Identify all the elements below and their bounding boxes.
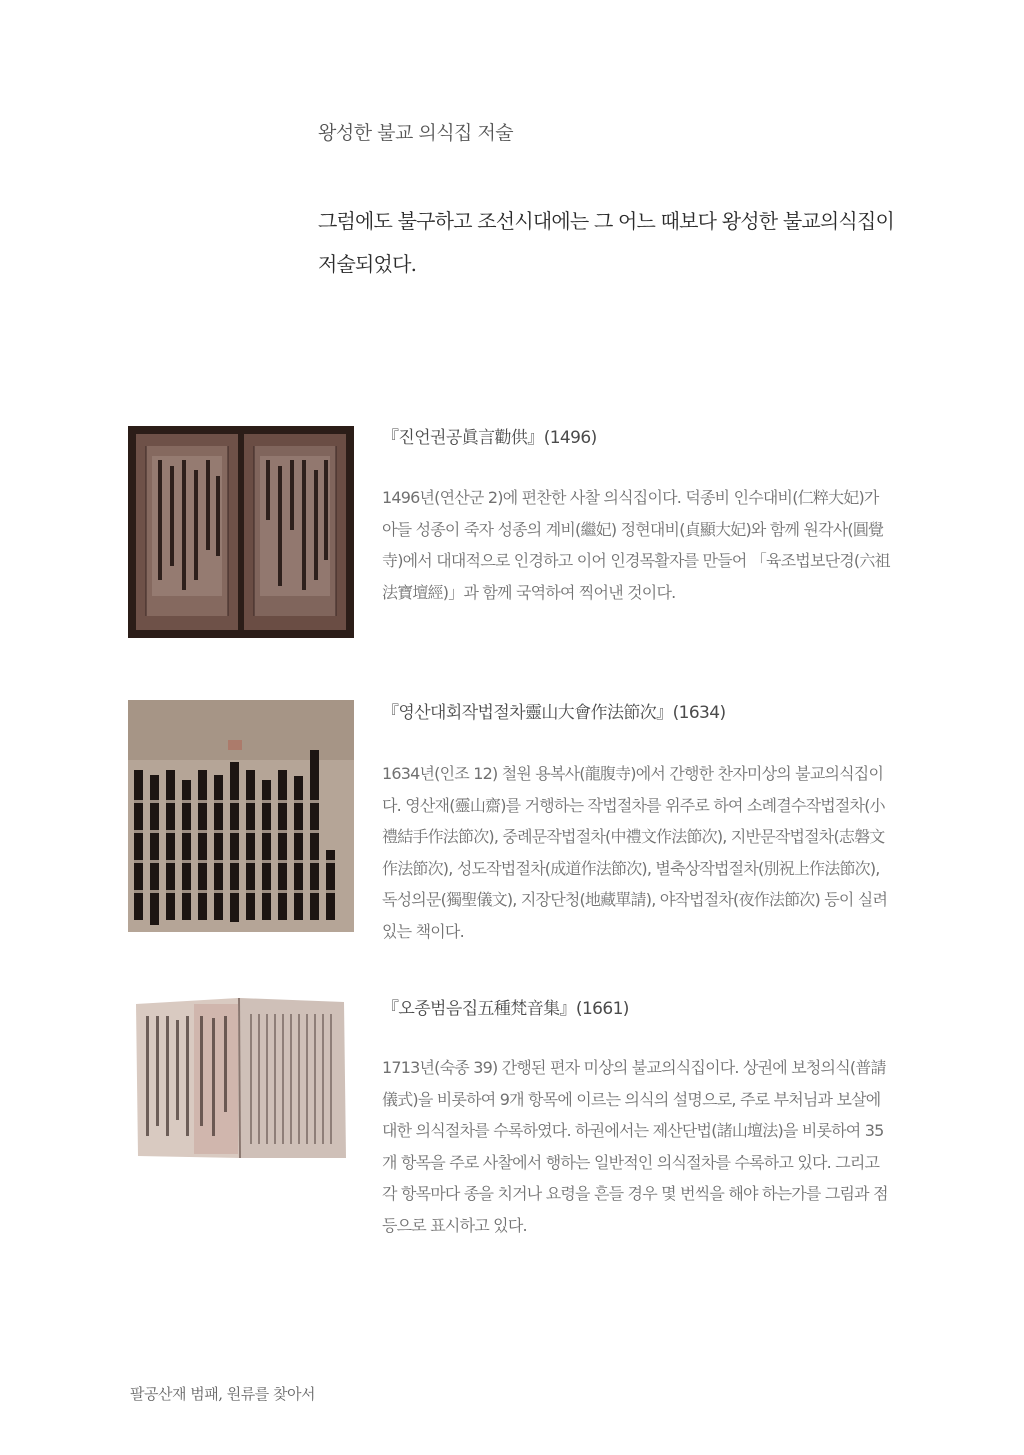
entry-title-2: 『영산대회작법절차靈山大會作法節次』(1634) bbox=[382, 703, 726, 723]
page-footer: 팔공산재 범패, 원류를 찾아서 bbox=[130, 1385, 315, 1403]
entry-body-3: 1713년(숙종 39) 간행된 편자 미상의 불교의식집이다. 상권에 보청의식(普請儀式)을 비롯하여 9개 항목에 이르는 의식의 설명으로, 주로 부처님과 보살에 대한 의식절차를 수록하였다. 하권에서는 제산단법(諸山壇法)을 비롯하여 35개 항목을 주로 사찰에서 행하는 일반적인 의식절차를 수록하고 있다. 그리고 각 항목마다 종을 치거나 요령을 흔들 경우 몇 번씩을 해야 하는가를 그림과 점 등으로 표시하고 있다. bbox=[382, 1058, 888, 1235]
book-photo-ojong-beomeumjip bbox=[134, 996, 348, 1162]
entry-title-1: 『진언권공眞言勸供』(1496) bbox=[382, 428, 597, 448]
entry-body-1: 1496년(연산군 2)에 편찬한 사찰 의식집이다. 덕종비 인수대비(仁粹大妃)가 아들 성종이 죽자 성종의 계비(繼妃) 정현대비(貞顯大妃)와 함께 원각사(圓覺寺)에서 대대적으로 인경하고 이어 인경목활자를 만들어 「육조법보단경(六祖法寶壇經)」과 함께 국역하여 찍어낸 것이다. bbox=[382, 488, 890, 602]
entry-title-3: 『오종범음집五種梵音集』(1661) bbox=[382, 999, 629, 1019]
book-photo-jineon-gwongong bbox=[128, 426, 354, 638]
lead-paragraph: 그럼에도 불구하고 조선시대에는 그 어느 때보다 왕성한 불교의식집이 저술되었다. bbox=[318, 209, 894, 276]
entry-body-2: 1634년(인조 12) 철원 용복사(龍腹寺)에서 간행한 찬자미상의 불교의식집이다. 영산재(靈山齋)를 거행하는 작법절차를 위주로 하여 소례결수작법절차(小禮結手作法節次), 중례문작법절차(中禮文作法節次), 지반문작법절차(志磐文作法節次), 성도작법절차(成道作法節次), 별축상작법절차(別祝上作法節次), 독성의문(獨聖儀文), 지장단청(地藏單請), 야작법절차(夜作法節次) 등이 실려 있는 책이다. bbox=[382, 764, 888, 941]
book-photo-yeongsan-daehoe bbox=[128, 700, 354, 932]
section-title: 왕성한 불교 의식집 저술 bbox=[318, 122, 514, 144]
